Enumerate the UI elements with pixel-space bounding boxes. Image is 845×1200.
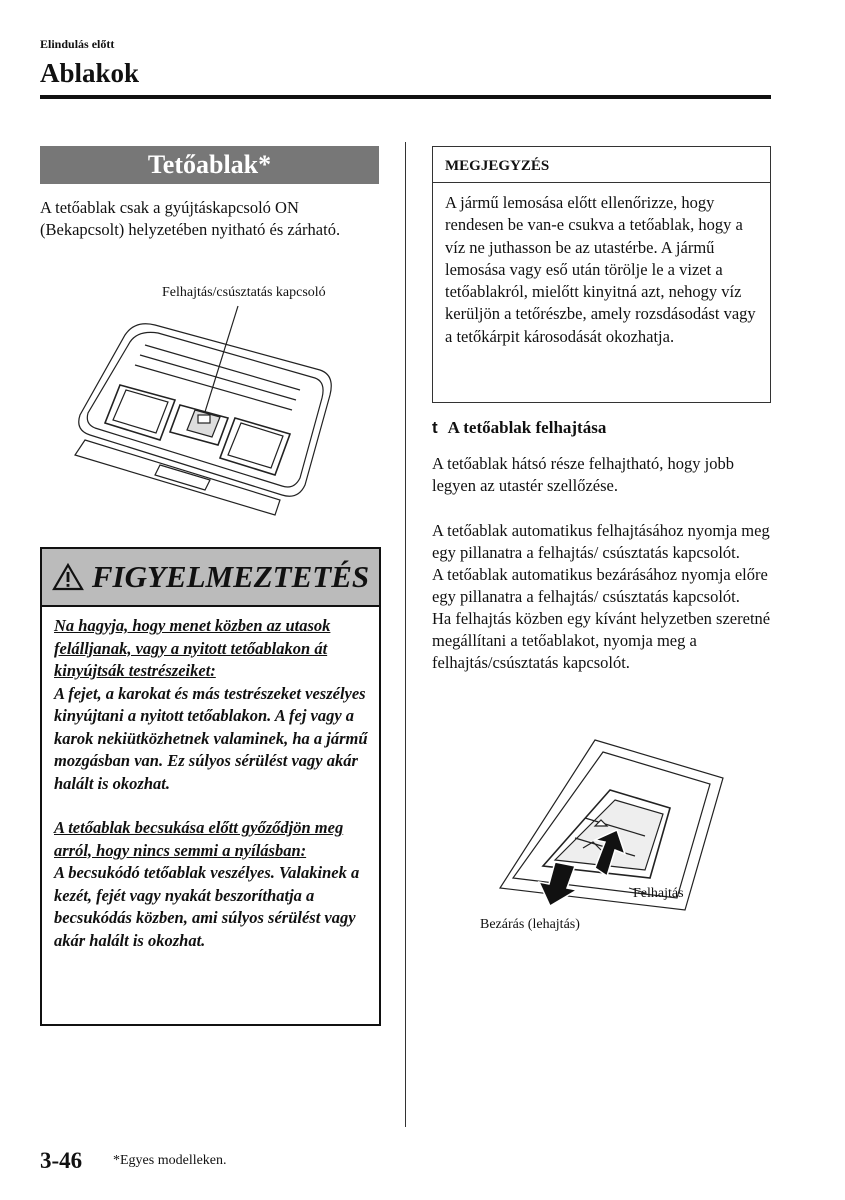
overhead-console-illustration	[60, 300, 380, 520]
warning-block1-body: A fejet, a karokat és más testrészeket veszélyes kinyújtani a nyitott tetőablakon. A fej vagy a karok nekiütközhetnek valaminek, ha a jármű mozgásban van. Ez súlyos sérülést vagy akár halált is okozhat.	[54, 683, 368, 793]
subheading-bullet: t	[432, 418, 438, 437]
warning-header	[42, 549, 379, 607]
tilt-paragraph-2: A tetőablak automatikus felhajtásához nyomja meg egy pillanatra a felhajtás/ csúsztatás kapcsolót. A tetőablak automatikus bezárásához nyomja előre egy pillanatra a felhajtás/ csúsztatás kapcsolót. Ha felhajtás közben egy kívánt helyzetben szeretné megállítani a tetőablakot, nyomja meg a felhajtás/csúsztatás kapcsolót.	[432, 521, 771, 672]
tilt-switch-illustration	[495, 738, 725, 913]
intro-paragraph: A tetőablak csak a gyújtáskapcsoló ON (Bekapcsolt) helyzetében nyitható és zárható.	[40, 198, 341, 239]
warning-block2-heading: A tetőablak becsukása előtt győződjön meg arról, hogy nincs semmi a nyílásban:	[54, 818, 344, 860]
subheading-text: A tetőablak felhajtása	[447, 418, 607, 437]
tilt-subheading	[432, 418, 606, 438]
note-box	[432, 146, 771, 403]
chapter-title: Ablakok	[40, 58, 140, 88]
tilt-down-label: Bezárás (lehajtás)	[480, 917, 580, 932]
warning-body	[54, 615, 372, 974]
warning-block2-body: A becsukódó tetőablak veszélyes. Valakinek a kezét, fejét vagy nyakát beszoríthatja a becsukódás közben, ami súlyos sérülést vagy akár halált is okozhat.	[54, 863, 360, 950]
note-title: MEGJEGYZÉS	[433, 147, 770, 183]
warning-box	[40, 547, 381, 1026]
section-heading: Tetőablak*	[40, 146, 379, 184]
page-number: 3-46	[40, 1148, 83, 1173]
footnote: *Egyes modelleken.	[113, 1153, 227, 1168]
note-body: A jármű lemosása előtt ellenőrizze, hogy rendesen be van-e csukva a tetőablak, hogy a víz ne juthasson be az utastérbe. A jármű lemosása vagy eső után törölje le a vizet a tetőablakról, mielőtt kinyitná azt, nehogy víz kerüljön a tetőrészbe, amely rozsdásodást vagy a tetőkárpit károsodását okozhatja.	[445, 193, 756, 346]
header-rule	[40, 95, 771, 99]
warning-title: FIGYELMEZTETÉS	[91, 559, 370, 594]
column-divider	[405, 142, 406, 1127]
switch-figure-label: Felhajtás/csúsztatás kapcsoló	[162, 285, 326, 300]
section-header: Elindulás előtt	[40, 37, 115, 51]
warning-block1-heading: Na hagyja, hogy menet közben az utasok felálljanak, vagy a nyitott tetőablakon át kinyújtsák testrészeiket:	[54, 616, 331, 680]
tilt-up-label: Felhajtás	[633, 886, 684, 901]
warning-triangle-icon	[52, 563, 84, 591]
tilt-paragraph-1: A tetőablak hátsó része felhajtható, hogy jobb legyen az utastér szellőzése.	[432, 454, 734, 495]
